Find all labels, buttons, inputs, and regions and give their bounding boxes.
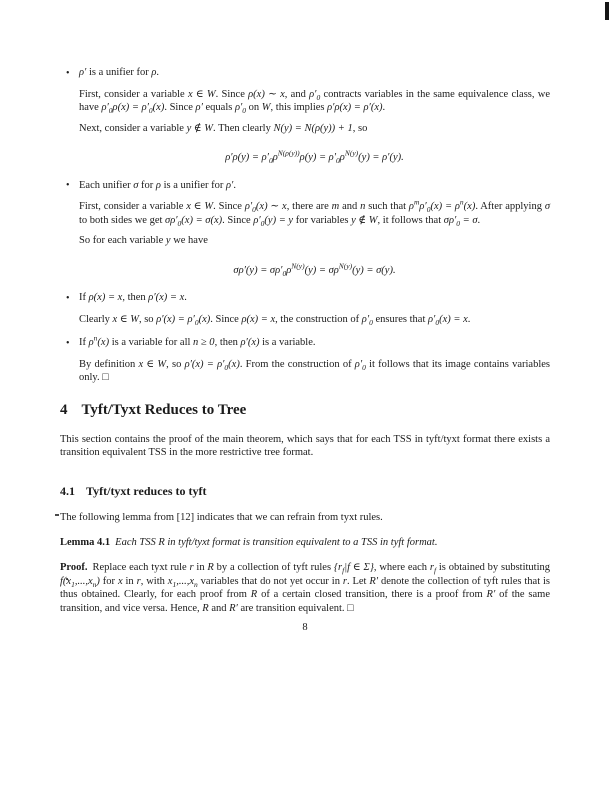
case-paragraph: So for each variable y we have: [79, 235, 208, 246]
proof-body: Replace each tyxt rule r in R by a collection of tyft rules {$r_f|f$ ∈ Σ}, where each $r_f$ is obtained by substituting $f(x_1,...,x_n)$ for x in r, with $x_1,...,x_n$ variables that do not yet occur in r. Let R′ denote the collection of tyft rules that is thus obtained. Clearly, for each proof from R of a certain closed transition, there is a proof from R′ of the same transition, and vice versa. Hence, R and R′ are transition equivalent. □: [60, 562, 551, 614]
case-paragraph: By definition x ∈ W, so $\rho'(x) = \rho'_0(x)$. From the construction of $\rho'_0$ it follows that its image contains variables only. □: [79, 358, 550, 383]
case-title: ρ′ is a unifier for ρ.: [79, 67, 160, 78]
subsection-paragraph: The following lemma from [12] indicates that we can refrain from tyxt rules.: [60, 512, 383, 523]
proof-case-unifier: [60, 66, 550, 165]
lemma-label: Lemma 4.1: [60, 536, 111, 548]
proof-case-fixpoint: [60, 291, 550, 326]
proof-case-variable: [60, 333, 550, 385]
display-equation: $\sigma\rho'(y) = \sigma\rho'_0\rho^{N(y)}(y) = \sigma\rho^{N(y)}(y) = \sigma(y)$.: [233, 261, 396, 278]
page-number: 8: [302, 622, 308, 633]
section-heading: [60, 401, 550, 419]
subsection-title: Tyft/tyxt reduces to tyft: [86, 483, 207, 498]
bullet-icon: •: [66, 292, 70, 304]
section-number: 4: [60, 401, 68, 418]
section-paragraph: This section contains the proof of the main theorem, which says that for each TSS in tyft/tyxt format there exists a transition equivalent TSS in the more restrictive tree format.: [60, 433, 550, 458]
display-equation: $\rho'\rho(y) = \rho'_0\rho^{N(\rho(y))}\rho(y) = \rho'_0\rho^{N(y)}(y) = \rho'(y)$.: [225, 148, 404, 166]
case-paragraph: First, consider a variable x ∈ W. Since ρ(x) ∼ x, and $\rho'_0$ contracts variables in the same equivalence class, we have $\rho'_0\rho(x) = \rho'_0(x)$. Since ρ′ equals $\rho'_0$ on W, this implies ρ′ρ(x) = ρ′(x).: [79, 88, 551, 116]
proof-case-list: [60, 66, 550, 385]
case-title: Each unifier σ for ρ is a unifier for ρ′.: [79, 179, 236, 191]
subsection-heading: [60, 484, 550, 499]
scan-artifact-speck: [55, 514, 59, 516]
case-title: If ρ(x) = x, then ρ′(x) = x.: [79, 292, 187, 303]
lemma-body: Each TSS R in tyft/tyxt format is transition equivalent to a TSS in tyft format.: [115, 536, 438, 548]
subsection-number: 4.1: [60, 483, 75, 498]
case-title: If $\rho^n(x)$ is a variable for all n ≥ 0, then ρ′(x) is a variable.: [79, 333, 316, 348]
case-paragraph: Clearly x ∈ W, so $\rho'(x) = \rho'_0(x)$. Since ρ(x) = x, the construction of $\rho'_0$ ensures that $\rho'_0(x) = x$.: [79, 313, 471, 327]
proof-case-each-unifier: [60, 179, 550, 278]
scan-artifact-bar: [605, 2, 609, 20]
proof-paragraph: [60, 561, 550, 615]
case-paragraph: First, consider a variable x ∈ W. Since $\rho'_0(x)$ ∼ x, there are m and n such that $\rho^m\rho'_0(x) = \rho^n(x)$. After applying σ to both sides we get $\sigma\rho'_0(x) = \sigma(x)$. Since $\rho'_0(y) = y$ for variables y ∉ W, it follows that $\sigma\rho'_0 = \sigma$.: [79, 197, 550, 228]
section-title: Tyft/Tyxt Reduces to Tree: [81, 401, 247, 418]
bullet-icon: •: [66, 180, 70, 191]
proof-label: Proof.: [60, 562, 88, 573]
case-paragraph: Next, consider a variable y ∉ W. Then clearly N(y) = N(ρ(y)) + 1, so: [79, 122, 368, 134]
bullet-icon: •: [66, 67, 70, 79]
bullet-icon: •: [66, 337, 70, 349]
page-content: [60, 0, 550, 635]
lemma-statement: [60, 536, 550, 550]
